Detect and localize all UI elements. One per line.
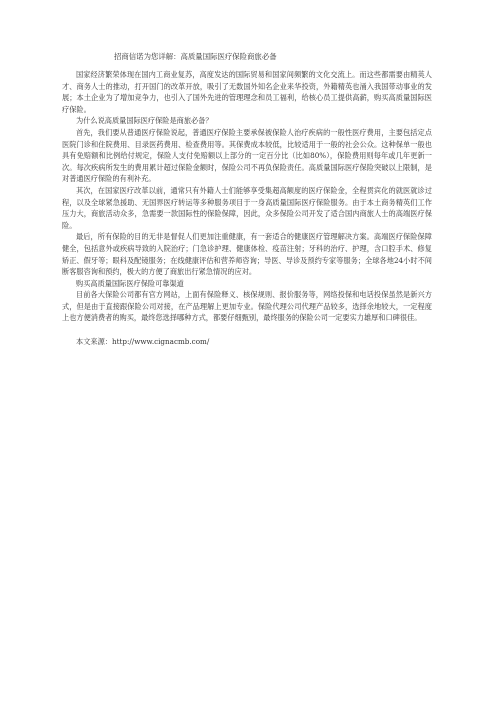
paragraph-first: 首先，我们要从普通医疗保险说起，普通医疗保险主要承保被保险人治疗疾病的一般性医疗费用，主要包括定点医院门诊和住院费用、目录医药费用、检查费用等。其保费成本较低，比较适用于一般的社会公众。这种保单一般也具有免赔额和比例给付规定，保险人支付免赔额以上部分的一定百分比（比如80%），保险费用则每年或几年更新一次。每次疾病所发生的费用累计超过保险金额时，保险公司不再负保险责任。高质量国际医疗保险突破以上限制，是对普通医疗保险的有利补充。 <box>62 127 432 184</box>
source-label: 本文来源： <box>76 337 112 347</box>
document-page <box>62 52 432 347</box>
paragraph-channels: 目前各大保险公司都有官方网站，上面有保险释义、核保规则、报价服务等，网络投保和电话投保虽然是新兴方式，但是由于直接跟保险公司对接，在产品理解上更加专业。保险代理公司代理产品较多，选择余地较大，一定程度上也方便消费者的购买，最终您选择哪种方式，都要仔细甄别，最终服务的保险公司一定要实力雄厚和口碑很佳。 <box>62 290 432 323</box>
source-link[interactable]: http://www.cignacmb.com/ <box>111 337 210 347</box>
section-heading-channels: 购买高质量国际医疗保险可靠渠道 <box>76 278 184 288</box>
source-line <box>62 336 432 347</box>
paragraph-second: 其次，在国家医疗改革以前，通常只有外籍人士们能够享受集超高额度的医疗保险金，全程贯宾化的就医就诊过程，以及全球紧急援助、无国界医疗转运等多种服务项目于一身高质量国际医疗保险服务。由于本土商务精英们工作压力大，商旅活动众多，急需要一款国际性的保险保障，因此，众多保险公司开发了适合国内商旅人士的高端医疗保险。 <box>62 185 432 230</box>
page-title: 招商信诺为您详解：高质量国际医疗保险商旅必备 <box>114 52 277 61</box>
section-heading-why: 为什么说高质量国际医疗保险是商旅必备？ <box>76 116 213 126</box>
paragraph-intro: 国家经济繁荣体现在国内工商业复苏，高度发达的国际贸易和国家间频繁的文化交流上。而这些都需要由精英人才、商务人士的推动，打开国门的改革开放，吸引了无数国外知名企业来华投资，外籍精英也涌入我国带动事业的发展；本土企业为了增加竞争力，也引入了国外先进的管理理念和员工福利，给核心员工提供高薪，购买高质量国际医疗保险。 <box>62 70 432 114</box>
paragraph-last: 最后，所有保险的目的无非是督促人们更加注重健康，有一套适合的健康医疗管理解决方案。高端医疗保险保障健全，包括意外或疾病导致的入院治疗；门急诊护理、健康体检、疫苗注射；牙科的治疗、护理，含口腔手术、修复矫正、假牙等；眼科及配镜服务；在线健康评估和营养师咨询；导医、导诊及预约专家等服务；全球各地24小时不间断客服咨询和预约，极大的方便了商旅出行紧急情况的应对。 <box>62 232 432 277</box>
